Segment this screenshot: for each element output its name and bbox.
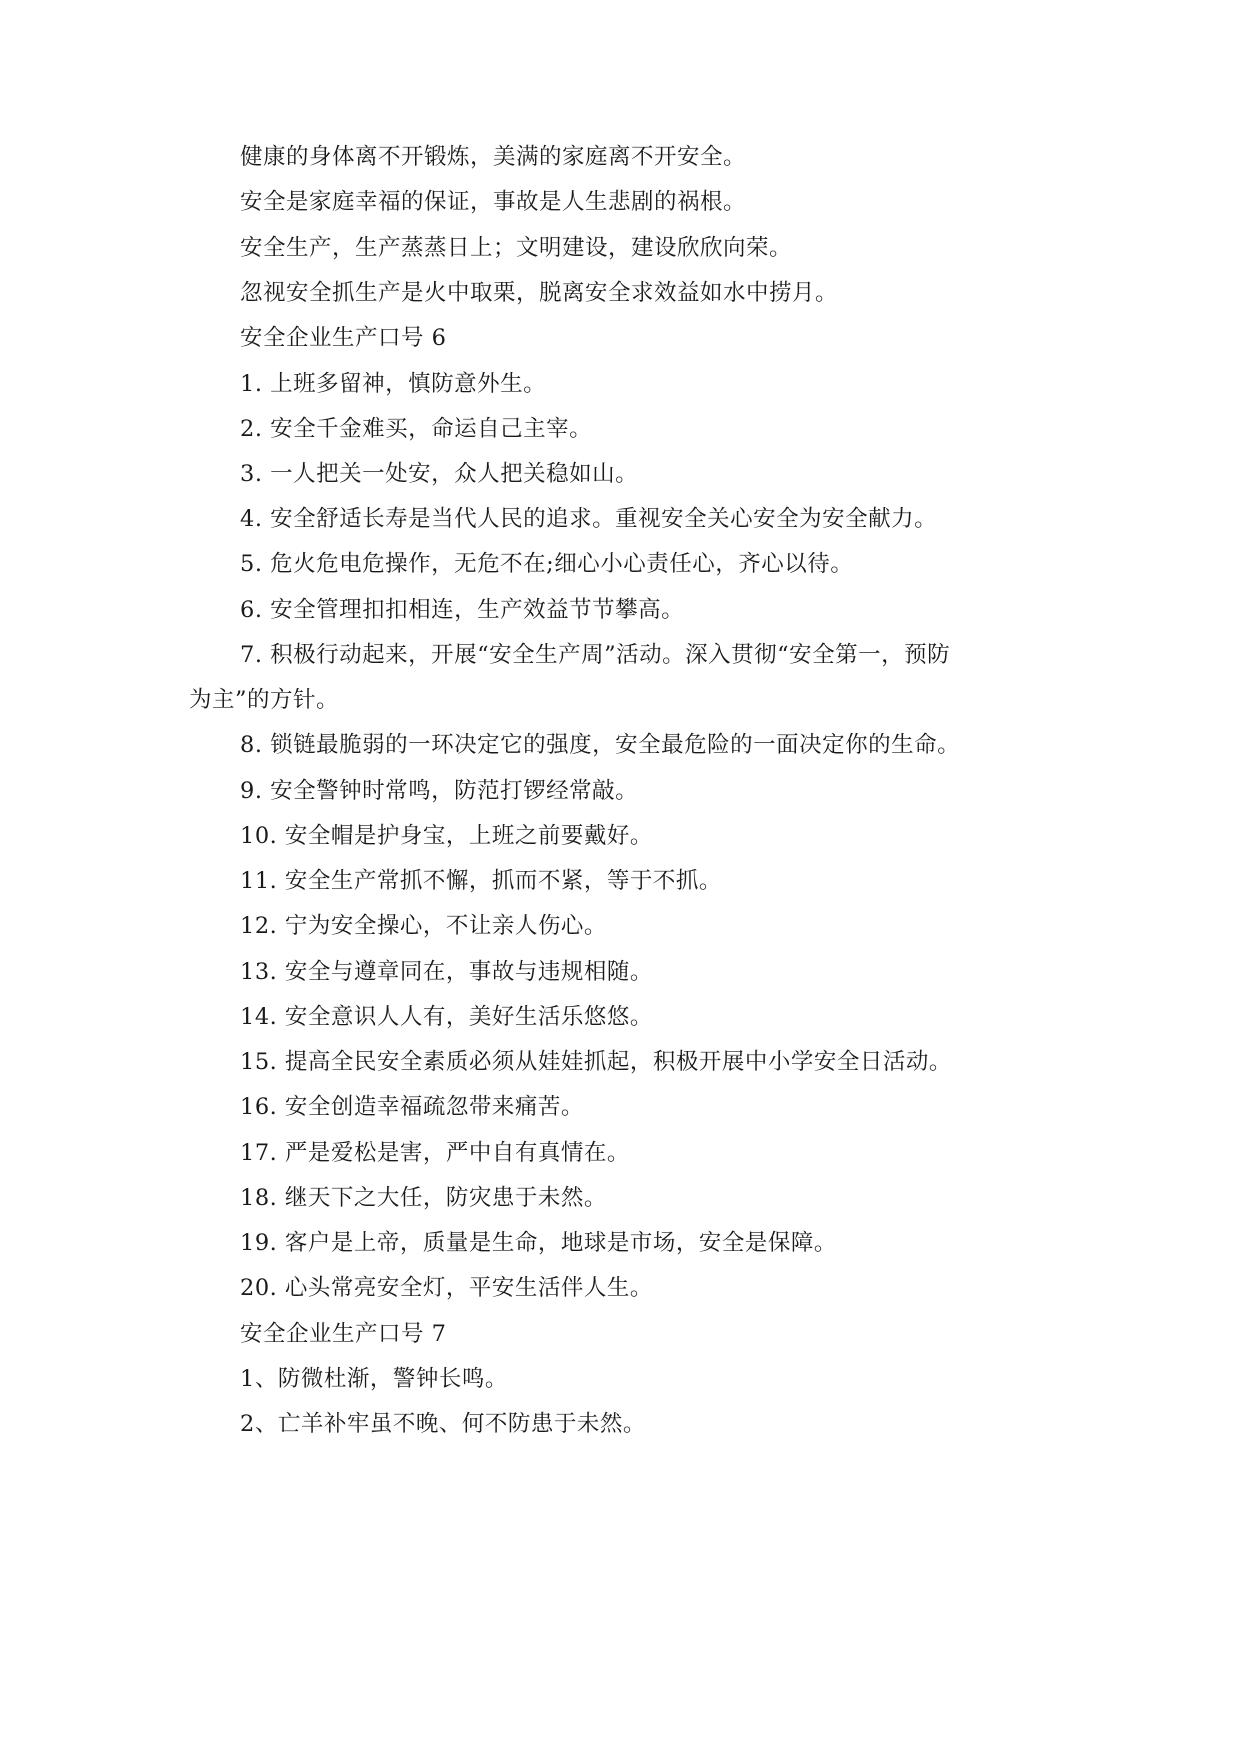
list-item: 14. 安全意识人人有，美好生活乐悠悠。 [240, 1004, 653, 1030]
list-item: 2. 安全千金难买，命运自己主宰。 [240, 416, 593, 442]
list-item: 10. 安全帽是护身宝，上班之前要戴好。 [240, 823, 653, 849]
list-item-7-line-2: 为主”的方针。 [189, 687, 340, 713]
intro-line-2: 安全是家庭幸福的保证，事故是人生悲剧的祸根。 [240, 189, 747, 215]
list-item: 19. 客户是上帝，质量是生命，地球是市场，安全是保障。 [240, 1230, 837, 1256]
list-item-7-line-1: 7. 积极行动起来，开展“安全生产周”活动。深入贯彻“安全第一，预防 [240, 642, 951, 668]
list-item: 9. 安全警钟时常鸣，防范打锣经常敲。 [240, 778, 639, 804]
list-item: 18. 继天下之大任，防灾患于未然。 [240, 1185, 607, 1211]
intro-line-3: 安全生产，生产蒸蒸日上；文明建设，建设欣欣向荣。 [240, 235, 793, 261]
list-item: 12. 宁为安全操心，不让亲人伤心。 [240, 913, 607, 939]
intro-line-4: 忽视安全抓生产是火中取栗，脱离安全求效益如水中捞月。 [240, 280, 839, 306]
list-item: 4. 安全舒适长寿是当代人民的追求。重视安全关心安全为安全献力。 [240, 506, 938, 532]
section-7-title: 安全企业生产口号 7 [240, 1321, 447, 1347]
list-item: 13. 安全与遵章同在，事故与违规相随。 [240, 959, 653, 985]
list-item: 8. 锁链最脆弱的一环决定它的强度，安全最危险的一面决定你的生命。 [240, 732, 961, 758]
list-item: 20. 心头常亮安全灯，平安生活伴人生。 [240, 1275, 653, 1301]
list-item: 3. 一人把关一处安，众人把关稳如山。 [240, 461, 639, 487]
list-item: 11. 安全生产常抓不懈，抓而不紧，等于不抓。 [240, 868, 722, 894]
list-item: 1、防微杜渐，警钟长鸣。 [240, 1366, 508, 1392]
list-item: 6. 安全管理扣扣相连，生产效益节节攀高。 [240, 597, 685, 623]
list-item: 16. 安全创造幸福疏忽带来痛苦。 [240, 1094, 584, 1120]
list-item: 2、亡羊补牢虽不晚、何不防患于未然。 [240, 1411, 646, 1437]
list-item: 17. 严是爱松是害，严中自有真情在。 [240, 1140, 630, 1166]
intro-line-1: 健康的身体离不开锻炼，美满的家庭离不开安全。 [240, 144, 747, 170]
section-6-title: 安全企业生产口号 6 [240, 325, 447, 351]
list-item: 15. 提高全民安全素质必须从娃娃抓起，积极开展中小学安全日活动。 [240, 1049, 952, 1075]
list-item: 5. 危火危电危操作，无危不在;细心小心责任心，齐心以待。 [240, 551, 854, 577]
list-item: 1. 上班多留神，慎防意外生。 [240, 371, 547, 397]
